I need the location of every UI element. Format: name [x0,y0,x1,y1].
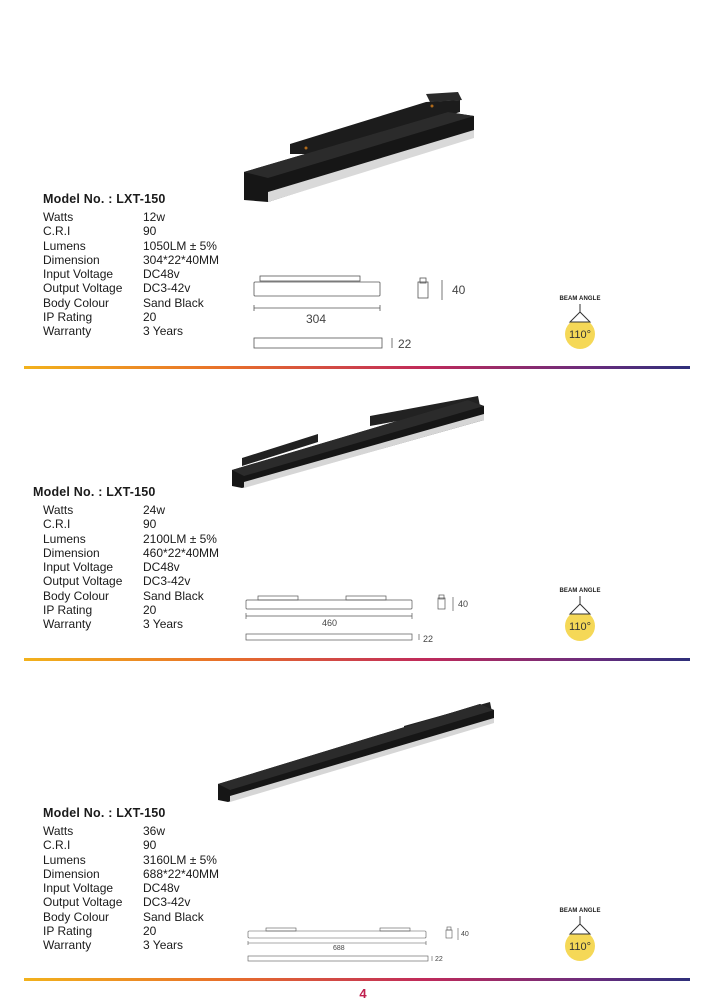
spec-value: Sand Black [143,588,204,603]
lamp-icon [550,914,610,962]
beam-angle-2 [550,588,610,642]
spec-value: 90 [143,224,157,239]
spec-label: Input Voltage [43,881,114,896]
spec-row [43,281,219,295]
spec-value: 1050LM ± 5% [143,238,217,253]
spec-row [43,924,219,938]
dim-height-2: 40 [458,599,469,609]
spec-row [43,253,219,267]
spec-row [43,560,219,574]
spec-row [43,853,219,867]
spec-value: 90 [143,838,157,853]
dim-length-1: 304 [306,312,327,326]
track-light-image-1 [238,92,478,212]
spec-label: Watts [43,503,74,517]
spec-value: 24w [143,503,166,517]
spec-row [43,324,219,338]
dim-length-2: 460 [322,618,338,628]
spec-value: Sand Black [143,909,204,924]
spec-value: 12w [143,210,166,224]
spec-row [43,617,219,631]
beam-angle-label: BEAM ANGLE [559,908,601,914]
dim-width-2: 22 [423,634,434,644]
spec-value: 304*22*40MM [143,252,220,267]
model-title-2: Model No. : LXT-150 [33,485,156,499]
section-divider [24,658,690,661]
spec-value: DC3-42v [143,895,191,910]
spec-value: 688*22*40MM [143,866,220,881]
spec-value: 20 [143,603,157,618]
spec-label: Input Voltage [43,560,114,575]
spec-row [43,881,219,895]
spec-row [43,838,219,852]
spec-value: 3 Years [143,938,184,953]
spec-label: Warranty [43,324,92,339]
spec-row [43,296,219,310]
spec-value: DC3-42v [143,281,191,296]
spec-value: DC48v [143,881,180,896]
dim-height-1: 40 [452,283,466,297]
spec-value: DC3-42v [143,574,191,589]
spec-row [43,503,219,517]
track-light-image-2 [228,392,490,492]
dim-height-3: 40 [461,931,469,938]
spec-row [43,267,219,281]
spec-label: Body Colour [43,295,110,310]
spec-value: 36w [143,824,166,838]
spec-label: Dimension [43,866,100,881]
spec-row [43,239,219,253]
spec-row [43,210,219,224]
section-divider [24,978,690,981]
spec-label: Watts [43,210,74,224]
beam-angle-label: BEAM ANGLE [559,588,601,594]
spec-value: 3 Years [143,617,184,632]
spec-value: DC48v [143,267,180,282]
spec-label: IP Rating [43,310,93,325]
spec-row [43,603,219,617]
spec-label: C.R.I [43,838,71,853]
spec-row [43,310,219,324]
beam-angle-value: 110° [569,621,591,633]
spec-value: Sand Black [143,295,204,310]
spec-row [43,867,219,881]
beam-angle-value: 110° [569,941,591,953]
spec-label: Lumens [43,238,86,253]
spec-row [43,895,219,909]
spec-row [43,517,219,531]
spec-label: Watts [43,824,74,838]
dim-length-3: 688 [333,945,345,952]
spec-label: Lumens [43,852,86,867]
spec-label: Body Colour [43,909,110,924]
spec-label: IP Rating [43,924,93,939]
beam-angle-label: BEAM ANGLE [559,296,601,302]
spec-value: 20 [143,924,157,939]
spec-label: Lumens [43,531,86,546]
spec-row [43,546,219,560]
dim-width-1: 22 [398,337,412,351]
spec-label: Warranty [43,938,92,953]
spec-label: Input Voltage [43,267,114,282]
spec-label: Output Voltage [43,574,123,589]
section-divider [24,366,690,369]
spec-label: Dimension [43,545,100,560]
beam-angle-1 [550,296,610,350]
spec-label: C.R.I [43,517,71,532]
spec-row [43,224,219,238]
spec-value: 3160LM ± 5% [143,852,217,867]
spec-label: Output Voltage [43,895,123,910]
spec-row [43,938,219,952]
spec-row [43,824,219,838]
spec-value: DC48v [143,560,180,575]
track-light-image-3 [214,698,498,804]
spec-row [43,589,219,603]
spec-row [43,532,219,546]
spec-label: IP Rating [43,603,93,618]
spec-table-3 [43,824,219,953]
spec-row [43,910,219,924]
dimension-drawing-2 [242,590,472,648]
spec-label: Warranty [43,617,92,632]
spec-label: C.R.I [43,224,71,239]
spec-table-1 [43,210,219,339]
spec-label: Dimension [43,252,100,267]
spec-label: Output Voltage [43,281,123,296]
model-title-3: Model No. : LXT-150 [43,806,166,820]
spec-value: 90 [143,517,157,532]
beam-angle-value: 110° [569,329,591,341]
spec-value: 2100LM ± 5% [143,531,217,546]
model-title-1: Model No. : LXT-150 [43,192,166,206]
lamp-icon [550,302,610,350]
spec-row [43,574,219,588]
page-number: 4 [359,986,367,1001]
beam-angle-3 [550,908,610,962]
spec-value: 3 Years [143,324,184,339]
spec-label: Body Colour [43,588,110,603]
spec-value: 460*22*40MM [143,545,220,560]
dim-width-3: 22 [435,956,443,963]
spec-table-2 [43,503,219,632]
spec-value: 20 [143,310,157,325]
lamp-icon [550,594,610,642]
dimension-drawing-1 [250,272,480,356]
